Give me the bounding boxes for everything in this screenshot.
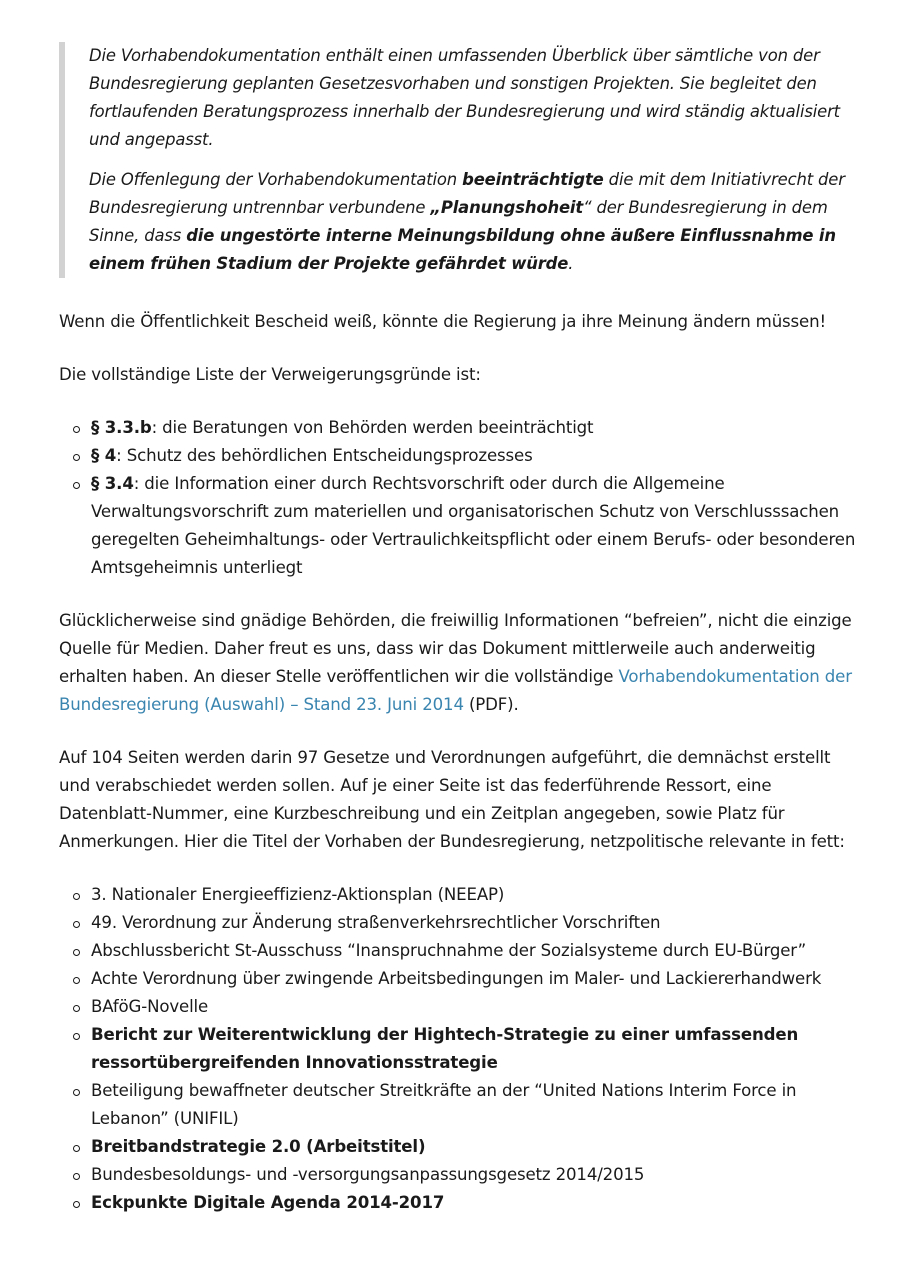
reason-text: : die Information einer durch Rechtsvorschrift oder durch die Allgemeine Verwaltungsvorschrift zum materiellen und organisatorischen Schutz von Verschlusssachen geregelten Geheimhaltungs- oder Vertraulichkeitspflicht oder einem Berufs- oder besonderen Amtsgeheimnis unterliegt (91, 474, 856, 577)
project-title: 49. Verordnung zur Änderung straßenverkehrsrechtlicher Vorschriften (91, 913, 661, 932)
paragraph-opinion: Wenn die Öffentlichkeit Bescheid weiß, könnte die Regierung ja ihre Meinung ändern müssen! (59, 312, 826, 331)
paragraph-publication (59, 607, 858, 719)
project-item (91, 993, 858, 1021)
reason-text: : die Beratungen von Behörden werden beeinträchtigt (151, 418, 594, 437)
project-item (91, 965, 858, 993)
quote-text: . (568, 254, 574, 273)
reason-code: § 3.3.b (91, 418, 152, 437)
project-title: 3. Nationaler Energieeffizienz-Aktionsplan (NEEAP) (91, 885, 505, 904)
publication-text: Glücklicherweise sind gnädige Behörden, die freiwillig Informationen “befreien”, nicht die einzige Quelle für Medien. Daher freut es uns, dass wir das Dokument mittlerweile auch anderweitig erhalten haben. An dieser Stelle veröffentlichen wir die vollständige (59, 611, 852, 686)
project-title: Bericht zur Weiterentwicklung der Hightech-Strategie zu einer umfassenden ressortübergreifenden Innovationsstrategie (91, 1025, 799, 1072)
project-item (91, 881, 858, 909)
quote-text: die mit dem Initiativrecht der Bundesregierung untrennbar verbundene (89, 170, 845, 217)
blockquote (59, 42, 858, 278)
publication-suffix: (PDF). (463, 695, 519, 714)
project-title: Beteiligung bewaffneter deutscher Streitkräfte an der “United Nations Interim Force in Lebanon” (UNIFIL) (91, 1081, 797, 1128)
project-title: Breitbandstrategie 2.0 (Arbeitstitel) (91, 1137, 426, 1156)
reason-code: § 3.4 (91, 474, 134, 493)
project-title: Abschlussbericht St-Ausschuss “Inanspruchnahme der Sozialsysteme durch EU-Bürger” (91, 941, 807, 960)
reason-item (91, 442, 858, 470)
project-title: BAföG-Novelle (91, 997, 209, 1016)
reason-item (91, 470, 858, 582)
quote-text: “ der Bundesregierung in dem Sinne, dass (89, 198, 828, 245)
pdf-document-link[interactable]: Vorhabendokumentation der Bundesregierung (Auswahl) – Stand 23. Juni 2014 (59, 667, 852, 714)
project-item (91, 1161, 858, 1189)
reason-code: § 4 (91, 446, 117, 465)
reason-text: : Schutz des behördlichen Entscheidungsprozesses (116, 446, 533, 465)
project-item (91, 1021, 858, 1077)
paragraph-list-intro: Die vollständige Liste der Verweigerungsgründe ist: (59, 365, 481, 384)
projects-list (59, 881, 858, 1217)
project-item (91, 1133, 858, 1161)
project-title: Bundesbesoldungs- und -versorgungsanpassungsgesetz 2014/2015 (91, 1165, 645, 1184)
quote-emphasis: die ungestörte interne Meinungsbildung ohne äußere Einflussnahme in einem frühen Stadium der Projekte gefährdet würde (89, 226, 836, 273)
quote-text: Die Offenlegung der Vorhabendokumentation (89, 170, 463, 189)
quote-emphasis: beeinträchtigte (462, 170, 604, 189)
project-item (91, 1189, 858, 1217)
project-title: Eckpunkte Digitale Agenda 2014-2017 (91, 1193, 445, 1212)
project-item (91, 937, 858, 965)
project-title: Achte Verordnung über zwingende Arbeitsbedingungen im Maler- und Lackiererhandwerk (91, 969, 822, 988)
project-item (91, 1077, 858, 1133)
quote-paragraph-2 (89, 166, 858, 278)
reason-item (91, 414, 858, 442)
reasons-list (59, 414, 858, 582)
quote-paragraph-1: Die Vorhabendokumentation enthält einen umfassenden Überblick über sämtliche von der Bundesregierung geplanten Gesetzesvorhaben und sonstigen Projekten. Sie begleitet den fortlaufenden Beratungsprozess innerhalb der Bundesregierung und wird ständig aktualisiert und angepasst. (89, 46, 840, 149)
paragraph-pages: Auf 104 Seiten werden darin 97 Gesetze und Verordnungen aufgeführt, die demnächst erstellt und verabschiedet werden sollen. Auf je einer Seite ist das federführende Ressort, eine Datenblatt-Nummer, eine Kurzbeschreibung und ein Zeitplan angegeben, sowie Platz für Anmerkungen. Hier die Titel der Vorhaben der Bundesregierung, netzpolitische relevante in fett: (59, 748, 845, 851)
quote-emphasis: „Planungshoheit (430, 198, 584, 217)
project-item (91, 909, 858, 937)
